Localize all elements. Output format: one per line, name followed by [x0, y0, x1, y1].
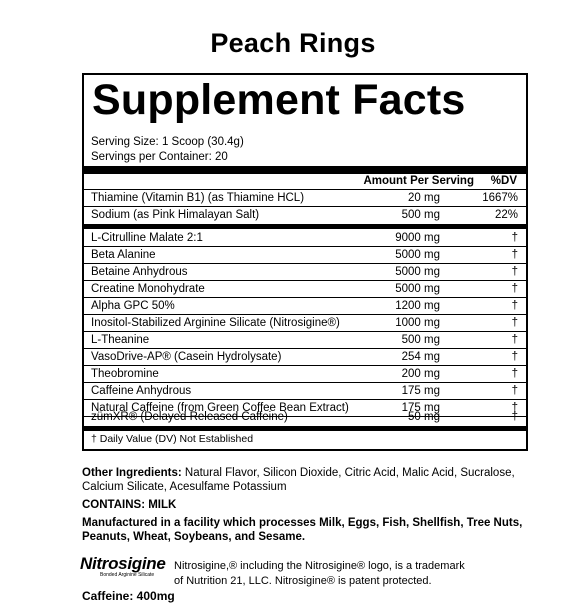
panel-title: Supplement Facts [92, 76, 466, 124]
divider-bar [84, 166, 526, 174]
supplement-facts-panel [82, 73, 528, 451]
ingredient-name: Creatine Monohydrate [91, 283, 205, 295]
ingredient-amount: 1000 mg [395, 317, 440, 329]
ingredient-row [84, 332, 526, 349]
ingredient-name: Inositol-Stabilized Arginine Silicate (Nitrosigine®) [91, 317, 340, 329]
trademark-line: Nitrosigine,® including the Nitrosigine® logo, is a trademark [174, 560, 465, 572]
other-ingredients-label: Other Ingredients: [82, 467, 182, 479]
nutrient-dv: 1667% [482, 192, 518, 204]
ingredient-dv: † [511, 385, 518, 397]
ingredient-amount: 500 mg [401, 334, 440, 346]
ingredient-amount: 1200 mg [395, 300, 440, 312]
ingredient-name: L-Theanine [91, 334, 150, 346]
nutrient-amount: 500 mg [401, 209, 440, 221]
other-ingredients-text: Natural Flavor, Silicon Dioxide, Citric Acid, Malic Acid, Sucralose, Calcium Silicate, Acesulfame Potassium [82, 467, 515, 493]
serving-size: Serving Size: 1 Scoop (30.4g) [91, 136, 244, 148]
dv-footnote: † Daily Value (DV) Not Established [91, 433, 254, 445]
other-ingredients [82, 466, 542, 494]
dv-column-header: %DV [490, 175, 517, 187]
divider-bar [84, 224, 526, 229]
nutrient-dv: 22% [494, 209, 518, 221]
ingredient-amount: 175 mg [401, 402, 440, 414]
ingredient-amount: 254 mg [401, 351, 440, 363]
ingredient-name: Alpha GPC 50% [91, 300, 175, 312]
ingredient-dv: † [511, 283, 518, 295]
ingredient-dv: † [511, 334, 518, 346]
ingredient-dv: † [511, 402, 518, 414]
ingredient-amount: 200 mg [401, 368, 440, 380]
servings-per-container: Servings per Container: 20 [91, 151, 228, 163]
ingredient-name: zümXR® (Delayed Released Caffeine) [91, 411, 288, 423]
ingredient-row [84, 247, 526, 264]
ingredient-dv: † [511, 368, 518, 380]
nutrient-name: Sodium (as Pink Himalayan Salt) [91, 209, 260, 221]
ingredient-amount: 5000 mg [395, 266, 440, 278]
logo-wordmark: Nitrosigine [80, 554, 166, 573]
allergen-contains: CONTAINS: MILK [82, 499, 177, 511]
ingredient-row [84, 264, 526, 281]
amount-column-header: Amount Per Serving [363, 175, 474, 187]
ingredient-amount: 50 mg [408, 411, 440, 423]
nutrient-row [84, 207, 526, 224]
ingredient-row [84, 281, 526, 298]
ingredient-amount: 175 mg [401, 385, 440, 397]
product-title: Peach Rings [210, 28, 376, 58]
ingredient-dv: † [511, 249, 518, 261]
ingredient-amount: 5000 mg [395, 283, 440, 295]
nutrient-name: Thiamine (Vitamin B1) (as Thiamine HCL) [91, 192, 305, 204]
nutrient-amount: 20 mg [408, 192, 440, 204]
ingredient-dv: † [511, 351, 518, 363]
ingredient-name: Natural Caffeine (from Green Coffee Bean Extract) [91, 402, 349, 414]
ingredient-row [84, 349, 526, 366]
ingredient-dv: † [511, 232, 518, 244]
ingredient-row [84, 315, 526, 332]
ingredient-row [84, 383, 526, 400]
facility-warning: Manufactured in a facility which processes Milk, Eggs, Fish, Shellfish, Tree Nuts, Peanuts, Wheat, Soybeans, and Sesame. [82, 517, 523, 543]
trademark-line: of Nutrition 21, LLC. Nitrosigine® is patent protected. [174, 575, 432, 587]
trademark-notice [174, 559, 474, 589]
ingredient-name: Caffeine Anhydrous [91, 385, 192, 397]
ingredient-dv: † [511, 317, 518, 329]
ingredient-row [84, 409, 526, 426]
nitrosigine-logo [80, 554, 168, 582]
ingredient-amount: 5000 mg [395, 249, 440, 261]
divider-bar [84, 426, 526, 431]
ingredient-row [84, 366, 526, 383]
ingredient-dv: † [511, 300, 518, 312]
ingredient-name: VasoDrive-AP® (Casein Hydrolysate) [91, 351, 282, 363]
logo-subtext: Bonded Arginine Silicate [100, 572, 155, 578]
ingredient-name: Betaine Anhydrous [91, 266, 188, 278]
ingredient-name: Beta Alanine [91, 249, 156, 261]
ingredient-row [84, 230, 526, 247]
caffeine-total: Caffeine: 400mg [82, 589, 175, 603]
ingredient-dv: † [511, 266, 518, 278]
ingredient-amount: 9000 mg [395, 232, 440, 244]
ingredient-row [84, 298, 526, 315]
ingredient-name: L-Citrulline Malate 2:1 [91, 232, 203, 244]
ingredient-dv: † [511, 411, 518, 423]
ingredient-name: Theobromine [91, 368, 159, 380]
nutrient-row [84, 190, 526, 207]
